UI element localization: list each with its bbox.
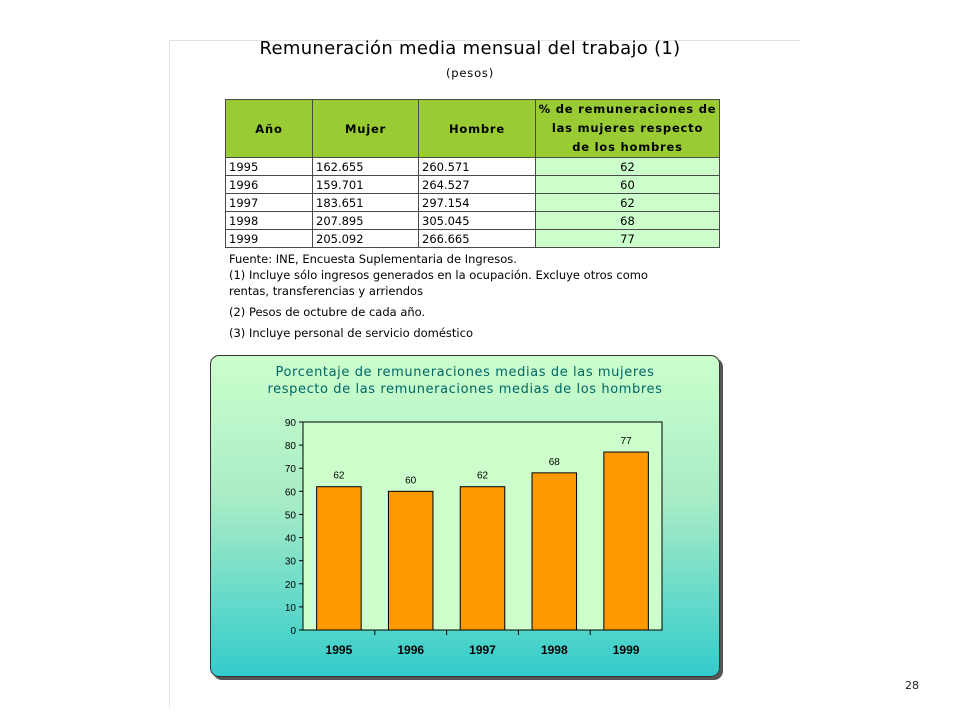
y-tick-label: 90: [284, 418, 296, 429]
cell-percentage: 68: [536, 212, 720, 230]
table-notes: [229, 251, 729, 341]
cell-percentage: 62: [536, 194, 720, 212]
cell-year: 1999: [226, 230, 313, 248]
table-row: [226, 212, 720, 230]
y-tick-label: 60: [284, 487, 296, 499]
cell-women: 207.895: [313, 212, 419, 230]
table-row: [226, 230, 720, 248]
bar-chart: [211, 356, 719, 676]
data-label: 77: [620, 436, 632, 448]
y-tick-label: 70: [284, 464, 296, 476]
bar: [604, 452, 649, 630]
header-men: Hombre: [419, 100, 536, 158]
cell-percentage: 60: [536, 176, 720, 194]
data-label: 62: [333, 470, 345, 482]
y-tick-label: 20: [284, 579, 296, 591]
x-tick-label: 1995: [325, 643, 353, 657]
chart-title-line: Porcentaje de remuneraciones medias de las mujeres: [275, 365, 655, 380]
header-percentage: [536, 100, 720, 158]
chart-title-line: respecto de las remuneraciones medias de los hombres: [267, 382, 663, 397]
slide-left-rule: [169, 40, 170, 708]
cell-women: 162.655: [313, 158, 419, 176]
header-year: Año: [226, 100, 313, 158]
header-percentage-line: de los hombres: [572, 140, 683, 154]
x-tick-label: 1997: [469, 643, 496, 657]
data-label: 68: [548, 456, 560, 468]
x-tick-label: 1998: [540, 643, 568, 657]
footnote-1-continued: rentas, transferencias y arriendos: [229, 284, 424, 298]
cell-women: 205.092: [313, 230, 419, 248]
y-tick-label: 30: [284, 556, 296, 568]
bar: [460, 487, 505, 630]
cell-men: 260.571: [419, 158, 536, 176]
y-tick-label: 50: [284, 510, 296, 522]
source-note: Fuente: INE, Encuesta Suplementaria de Ingresos.: [229, 252, 517, 266]
x-tick-label: 1996: [397, 643, 425, 657]
cell-year: 1995: [226, 158, 313, 176]
y-tick-label: 10: [284, 602, 296, 614]
cell-percentage: 62: [536, 158, 720, 176]
footnote-2: (2) Pesos de octubre de cada año.: [229, 305, 426, 319]
bar: [388, 491, 433, 630]
y-tick-label: 0: [290, 626, 296, 637]
y-tick-label: 40: [284, 533, 296, 545]
header-percentage-line: las mujeres respecto: [551, 121, 704, 135]
table-header-row: [226, 100, 720, 158]
page-number: 28: [905, 679, 919, 692]
cell-percentage: 77: [536, 230, 720, 248]
data-label: 60: [405, 475, 417, 487]
cell-men: 297.154: [419, 194, 536, 212]
cell-year: 1997: [226, 194, 313, 212]
page-title: Remuneración media mensual del trabajo (1): [259, 38, 681, 59]
footnote-1: (1) Incluye sólo ingresos generados en la ocupación. Excluye otros como: [229, 268, 648, 282]
data-label: 62: [476, 470, 489, 482]
cell-year: 1998: [226, 212, 313, 230]
y-tick-label: 80: [284, 441, 296, 453]
table-row: [226, 158, 720, 176]
bar: [532, 473, 577, 630]
page-subtitle: (pesos): [446, 66, 494, 80]
cell-men: 305.045: [419, 212, 536, 230]
cell-women: 183.651: [313, 194, 419, 212]
chart-panel: [210, 355, 720, 677]
x-tick-label: 1999: [612, 643, 640, 657]
remuneration-table: [225, 99, 720, 248]
header-percentage-line: % de remuneraciones de: [538, 102, 717, 116]
table-row: [226, 176, 720, 194]
cell-men: 264.527: [419, 176, 536, 194]
header-women: Mujer: [313, 100, 419, 158]
table-row: [226, 194, 720, 212]
cell-women: 159.701: [313, 176, 419, 194]
bar: [317, 487, 362, 630]
footnote-3: (3) Incluye personal de servicio doméstico: [229, 326, 473, 340]
cell-men: 266.665: [419, 230, 536, 248]
cell-year: 1996: [226, 176, 313, 194]
